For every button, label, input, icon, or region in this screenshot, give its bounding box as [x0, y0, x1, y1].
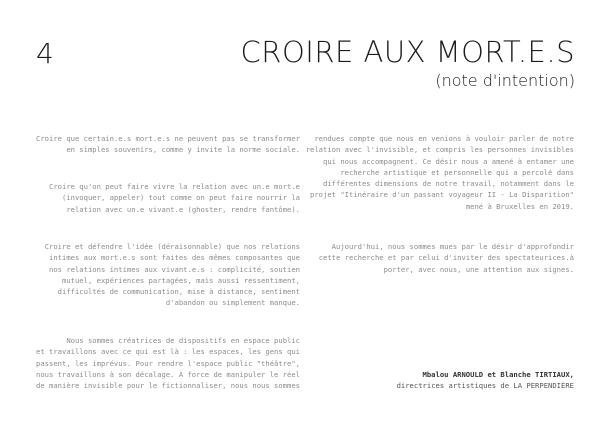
left-paragraph-2 [28, 181, 300, 215]
text-line: Croire et défendre l'idée (déraisonnable) que nos relations [44, 242, 300, 251]
text-line: nos relations intimes aux vivant.e.s : complicité, soutien [49, 264, 300, 274]
text-line: relation avec un.e vivant.e (ghoster, rendre fantôme). [66, 204, 300, 214]
text-line: cette recherche et par celui d'inviter des spectateurices.à [318, 253, 574, 263]
title-block [240, 35, 575, 90]
left-paragraph-4 [28, 335, 300, 391]
left-paragraph-3 [28, 241, 300, 309]
text-line: en simples souvenirs, comme y invite la norme sociale. [66, 145, 300, 155]
signature [300, 369, 574, 392]
page-number: 4 [36, 37, 54, 70]
left-paragraph-1 [28, 133, 300, 156]
text-line: Aujourd'hui, nous sommes mues par le désir d'approfondir [331, 242, 574, 251]
text-line: et travaillons avec ce qui est là : les espaces, les gens qui [36, 347, 300, 357]
text-line: rendues compte que nous en venions à vouloir parler de notre [314, 134, 574, 143]
text-line: de manière invisible pour le fictionnaliser, nous nous sommes [36, 381, 300, 391]
text-line: Croire que certain.e.s mort.e.s ne peuvent pas se transformer [36, 134, 300, 143]
text-line: Nous sommes créatrices de dispositifs en espace public [66, 336, 300, 345]
signature-role: directrices artistiques de LA PERPENDIÈRE [396, 381, 574, 391]
text-line: difficultés de communication, mise à distance, sentiment [57, 287, 300, 297]
text-line: mutuel, expériences partagées, mais aussi ressentiment, [62, 275, 300, 285]
right-paragraph-1 [300, 133, 574, 212]
signature-names: Mbalou ARNOULD et Blanche TIRTIAUX, [422, 370, 574, 379]
page-subtitle: (note d'intention) [435, 71, 575, 90]
text-line: qui nous accompagnent. Ce désir nous a amené à entamer une [323, 156, 574, 166]
text-line: relation avec l'invisible, et compris les personnes invisibles [305, 145, 574, 155]
page-title: CROIRE AUX MORT.E.S [240, 35, 575, 69]
text-line: intimes aux mort.e.s sont faites des mêmes composantes que [49, 253, 300, 263]
text-line: projet "Itinéraire d'un passant voyageur II - La Disparition" [310, 190, 574, 200]
text-line: (invoquer, appeler) tout comme on peut faire nourrir la [62, 193, 300, 203]
text-line: recherche artistique et personnelle qui a percolé dans [340, 167, 574, 177]
text-line: différentes dimensions de notre travail, notamment dans le [323, 179, 574, 189]
text-line: porter, avec nous, une attention aux signes. [383, 264, 574, 274]
text-line: nous travaillons à son décalage. À force de manipuler le réel [36, 369, 300, 379]
text-line: Croire qu'on peut faire vivre la relation avec un.e mort.e [49, 182, 300, 191]
text-line: mené à Bruxelles en 2019. [465, 201, 574, 211]
right-paragraph-2 [300, 241, 574, 275]
text-line: d'abandon ou simplement manque. [165, 298, 300, 308]
text-line: passent, les imprévus. Pour rendre l'espace public "théâtre", [36, 358, 300, 368]
